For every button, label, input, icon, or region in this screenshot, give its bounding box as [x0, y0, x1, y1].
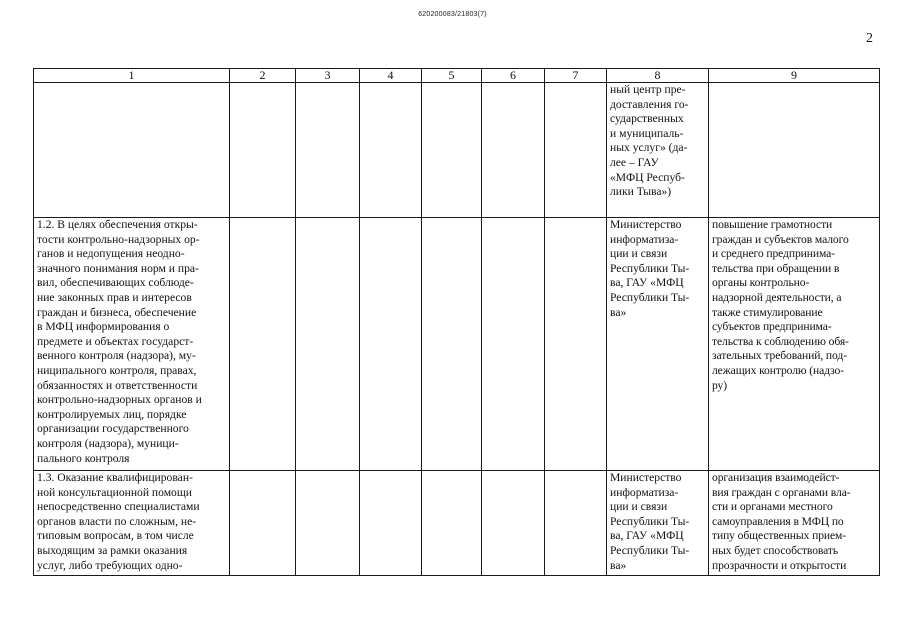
- responsible-text: ный центр пре- доставления го- сударственных и муниципаль- ных услуг» (да- лее – ГАУ «МФЦ Респуб- лики Тыва»): [610, 83, 689, 199]
- empty-cell: [422, 218, 482, 471]
- column-header-3: 3: [296, 69, 360, 83]
- empty-cell: [230, 83, 296, 218]
- column-header-2: 2: [230, 69, 296, 83]
- empty-cell: [360, 471, 422, 576]
- empty-cell: [482, 471, 545, 576]
- result-text: повышение грамотности граждан и субъектов малого и среднего предпринима- тельства при обращении в органы контрольно- надзорной деятельности, а также стимулирование субъектов предпринима- тельства к соблюдению обя- зательных требований, под- лежащих контролю (надзо- ру): [712, 218, 849, 392]
- table-row: [34, 471, 880, 576]
- table-row: [34, 218, 880, 471]
- empty-cell: [296, 83, 360, 218]
- column-header-6: 6: [482, 69, 545, 83]
- empty-cell: [545, 218, 607, 471]
- result-cell: [709, 471, 880, 576]
- column-header-4: 4: [360, 69, 422, 83]
- column-header-1: 1: [34, 69, 230, 83]
- measure-cell: [34, 471, 230, 576]
- column-header-7: 7: [545, 69, 607, 83]
- result-text: организация взаимодейст- вия граждан с органами вла- сти и органами местного самоуправления в МФЦ по типу общественных прием- ных будет способствовать прозрачности и открытости: [712, 471, 851, 572]
- page-number: 2: [866, 31, 873, 46]
- column-header-8: 8: [607, 69, 709, 83]
- result-cell: [709, 83, 880, 218]
- empty-cell: [482, 83, 545, 218]
- empty-cell: [422, 471, 482, 576]
- empty-cell: [422, 83, 482, 218]
- empty-cell: [482, 218, 545, 471]
- measure-text: 1.2. В целях обеспечения откры- тости контрольно-надзорных ор- ганов и недопущения неодно- значного понимания норм и пра- вил, обеспечивающих соблюде- ние законных прав и интересов граждан и бизнеса, обеспечение в МФЦ информирования о предмете и объектах государст- венного контроля (надзора), му- ниципального контроля, правах, обязанностях и ответственности контрольно-надзорных органов и контролируемых лиц, порядке организации государственного контроля (надзора), муници- пального контроля: [37, 218, 202, 465]
- measure-cell: [34, 83, 230, 218]
- measure-cell: [34, 218, 230, 471]
- table-row: [34, 83, 880, 218]
- responsible-text: Министерство информатиза- ции и связи Республики Ты- ва, ГАУ «МФЦ Республики Ты- ва»: [610, 471, 690, 572]
- empty-cell: [545, 83, 607, 218]
- measures-table: [33, 68, 880, 576]
- responsible-cell: [607, 83, 709, 218]
- header-row: [34, 69, 880, 83]
- column-header-5: 5: [422, 69, 482, 83]
- column-header-9: 9: [709, 69, 880, 83]
- responsible-text: Министерство информатиза- ции и связи Республики Ты- ва, ГАУ «МФЦ Республики Ты- ва»: [610, 218, 690, 319]
- document-code: 620200083/21803(7): [418, 11, 487, 18]
- empty-cell: [296, 471, 360, 576]
- empty-cell: [230, 471, 296, 576]
- empty-cell: [230, 218, 296, 471]
- empty-cell: [296, 218, 360, 471]
- empty-cell: [545, 471, 607, 576]
- result-cell: [709, 218, 880, 471]
- empty-cell: [360, 83, 422, 218]
- responsible-cell: [607, 471, 709, 576]
- empty-cell: [360, 218, 422, 471]
- responsible-cell: [607, 218, 709, 471]
- measure-text: 1.3. Оказание квалифицирован- ной консультационной помощи непосредственно специалистами органов власти по сложным, не- типовым вопросам, в том числе выходящим за рамки оказания услуг, либо требующих одно-: [37, 471, 200, 572]
